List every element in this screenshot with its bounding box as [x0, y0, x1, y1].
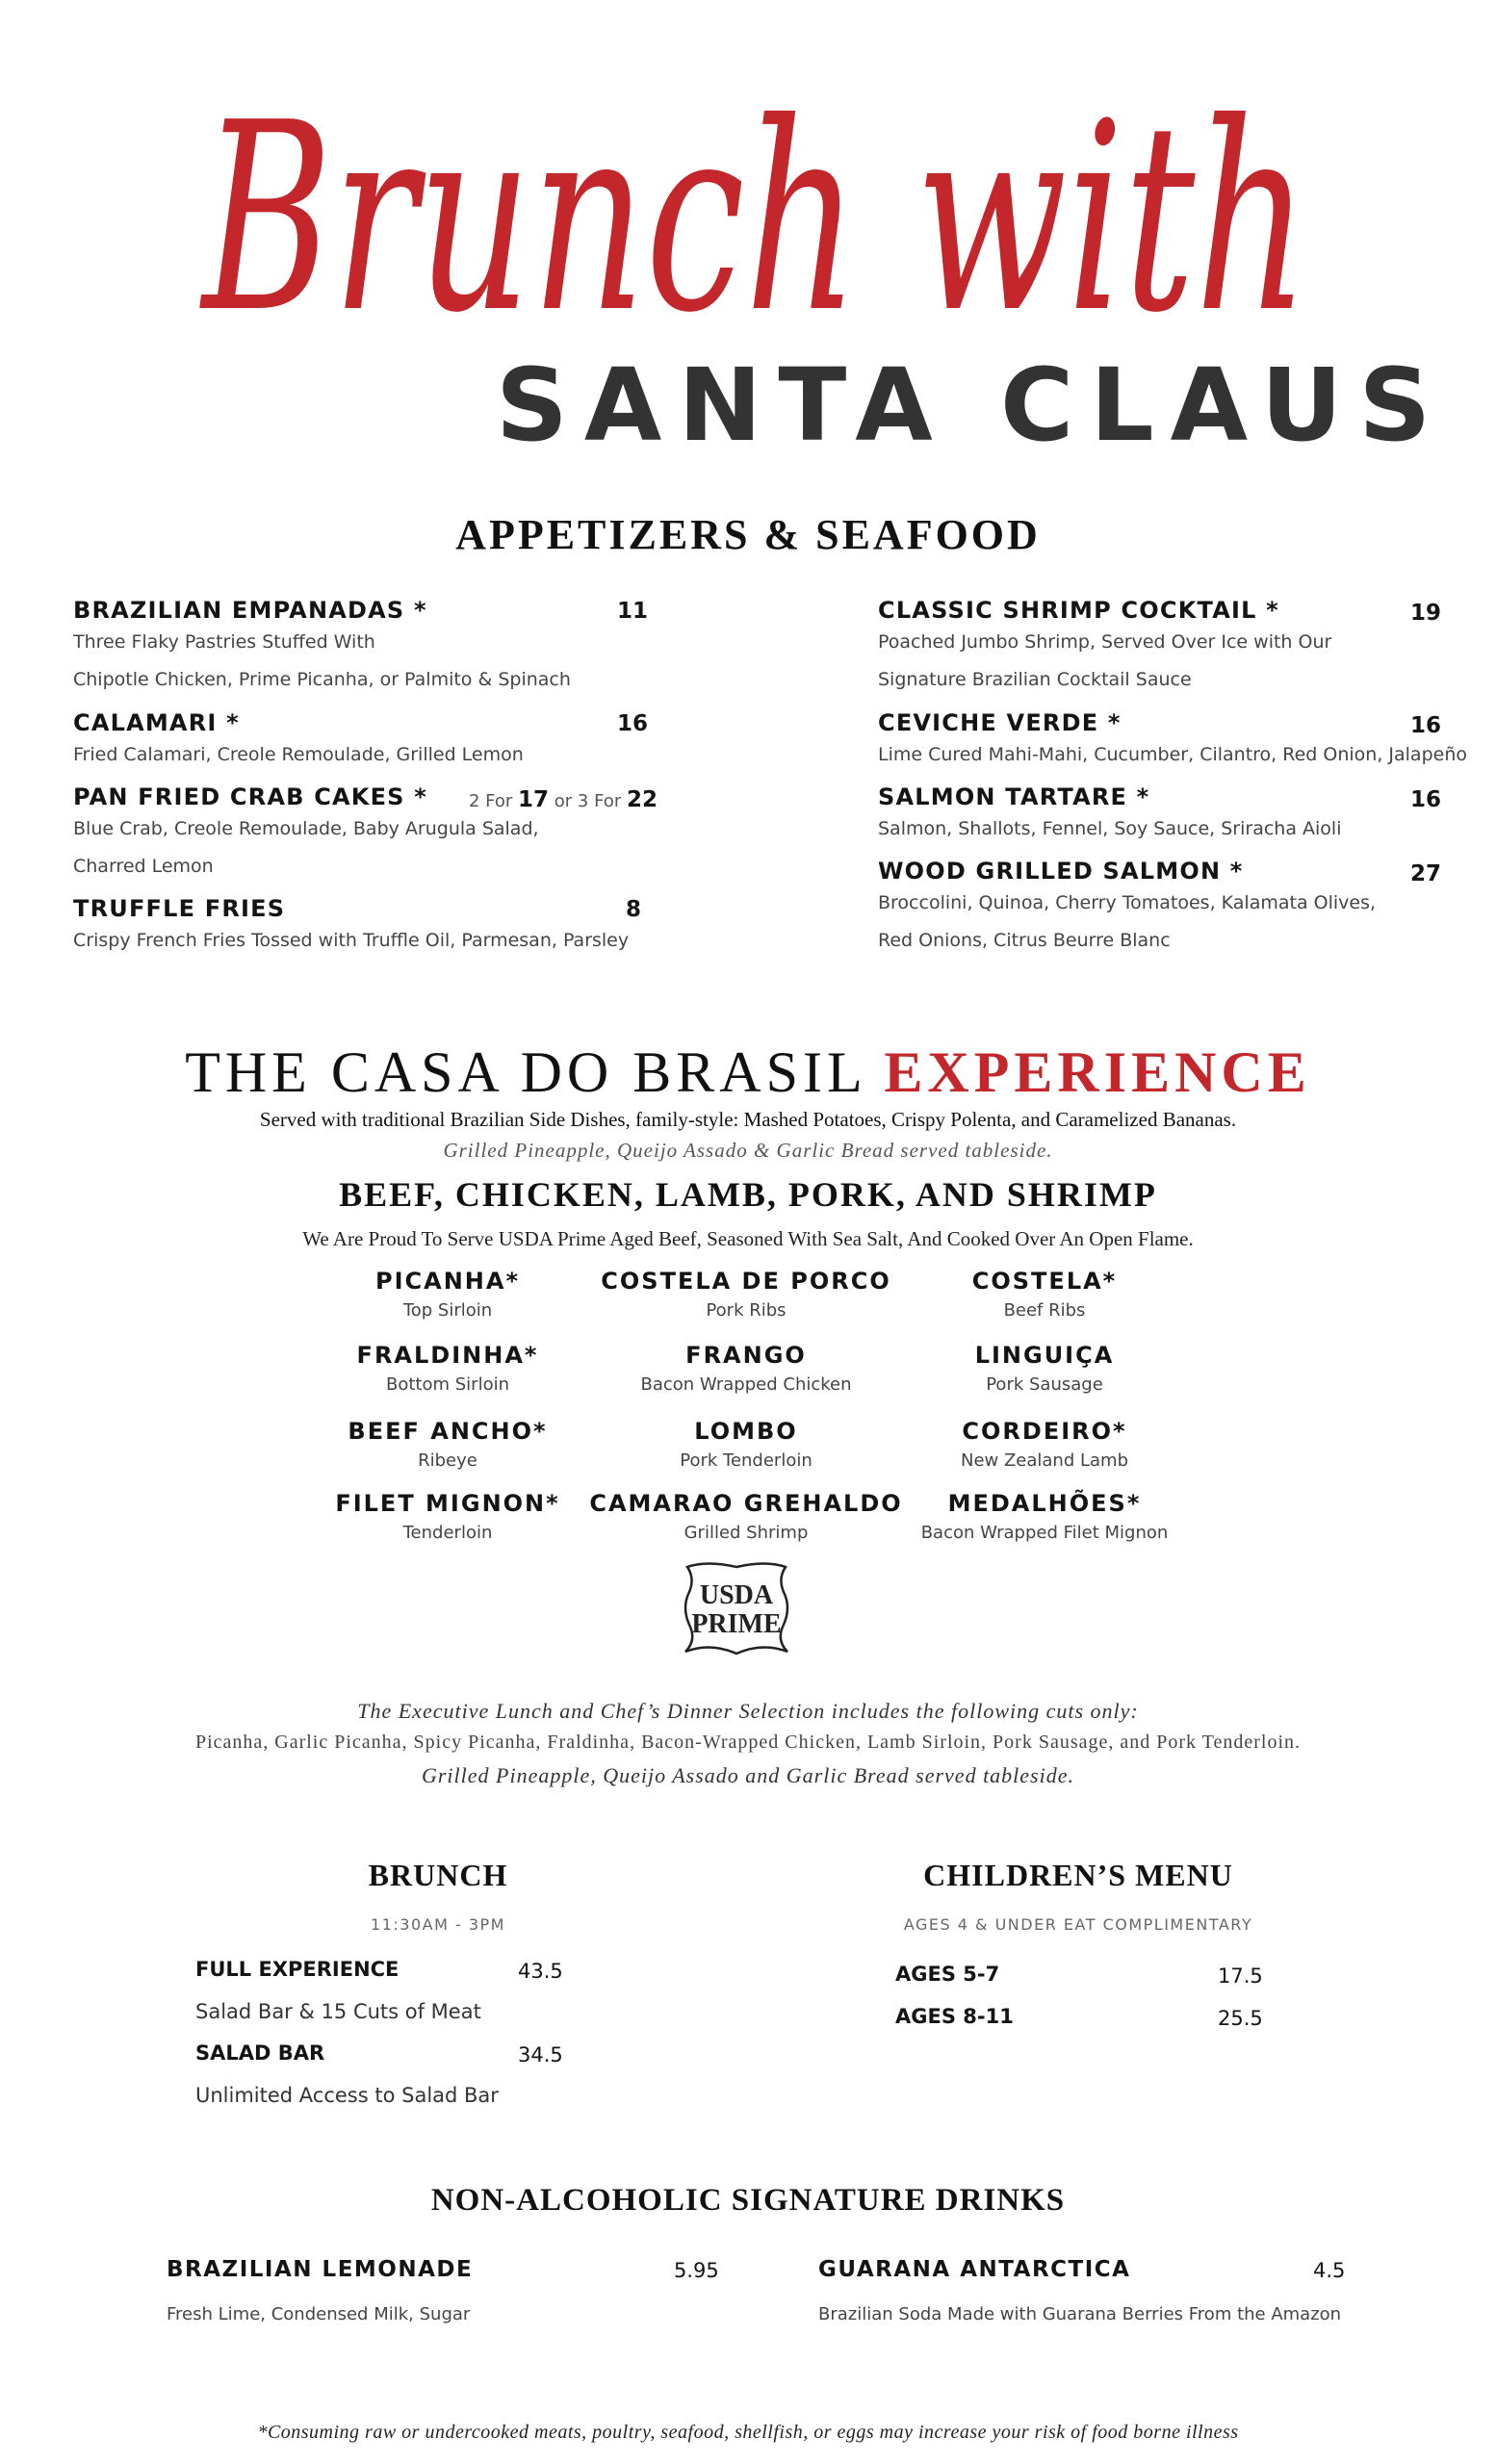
appetizers-title: APPETIZERS & SEAFOOD: [455, 511, 1041, 558]
brunch-item-desc: Unlimited Access to Salad Bar: [195, 2084, 499, 2107]
childrens-item-name: AGES 5-7: [895, 1963, 1000, 1986]
menu-item: [878, 858, 1376, 960]
childrens-menu-note: AGES 4 & UNDER EAT COMPLIMENTARY: [903, 1915, 1253, 1934]
cut-desc: Grilled Shrimp: [684, 1523, 809, 1543]
cut-name: CAMARAO GREHALDO: [589, 1490, 903, 1517]
drink-name: BRAZILIAN LEMONADE: [167, 2257, 474, 2282]
drink-price: 4.5: [1313, 2259, 1346, 2282]
cut-name: MEDALHÕES*: [947, 1490, 1142, 1517]
tableside-note: Grilled Pineapple, Queijo Assado & Garlic Bread served tableside.: [443, 1139, 1053, 1162]
cut-name: FRALDINHA*: [356, 1342, 539, 1369]
sides-note: Served with traditional Brazilian Side Dishes, family-style: Mashed Potatoes, Crispy Polenta, and Caramelized Bananas.: [259, 1108, 1237, 1131]
cut-desc: Ribeye: [418, 1450, 477, 1471]
cut-item: [587, 1342, 905, 1395]
drink-price: 5.95: [674, 2259, 719, 2282]
prime-text: PRIME: [691, 1609, 782, 1639]
item-desc: Signature Brazilian Cocktail Sauce: [878, 669, 1192, 690]
brunch-hours: 11:30AM - 3PM: [371, 1915, 505, 1934]
item-price: 16: [1410, 713, 1442, 738]
childrens-item-price: 25.5: [1218, 2007, 1263, 2030]
cut-desc: Bottom Sirloin: [386, 1374, 509, 1395]
item-desc: Crispy French Fries Tossed with Truffle Oil, Parmesan, Parsley: [73, 930, 630, 951]
cut-item: [289, 1490, 606, 1543]
item-price: 16: [617, 711, 649, 736]
meats-title: BEEF, CHICKEN, LAMB, PORK, AND SHRIMP: [339, 1175, 1157, 1214]
brunch-item-price: 34.5: [518, 2043, 563, 2066]
experience-title: [0, 1040, 1496, 1106]
cut-item: [886, 1268, 1203, 1321]
cut-desc: Bacon Wrapped Filet Mignon: [920, 1523, 1169, 1543]
experience-title-main: THE CASA DO BRASIL: [185, 1040, 865, 1104]
usda-prime-badge: [674, 1557, 799, 1658]
cut-item: [289, 1268, 606, 1321]
menu-item: [878, 597, 1331, 699]
brunch-item-desc: Salad Bar & 15 Cuts of Meat: [195, 2000, 481, 2023]
item-desc: Fried Calamari, Creole Remoulade, Grilled Lemon: [73, 744, 524, 765]
item-name: TRUFFLE FRIES: [73, 895, 286, 922]
item-desc: Chipotle Chicken, Prime Picanha, or Palmito & Spinach: [73, 669, 571, 690]
item-price: 16: [1410, 787, 1442, 812]
cut-item: [289, 1418, 606, 1471]
item-name: CALAMARI *: [73, 709, 240, 736]
item-desc: Poached Jumbo Shrimp, Served Over Ice with Our: [878, 631, 1332, 653]
cut-name: PICANHA*: [374, 1268, 520, 1295]
menu-item: [73, 709, 524, 774]
cut-desc: Pork Tenderloin: [680, 1450, 812, 1471]
cut-item: [289, 1342, 606, 1395]
price-value: 17: [518, 787, 550, 812]
subtitle-santa-claus: SANTA CLAUS: [496, 346, 1448, 464]
food-safety-footnote: *Consuming raw or undercooked meats, poultry, seafood, shellfish, or eggs may increase your risk of food borne illness: [257, 2422, 1239, 2443]
item-price: 11: [617, 599, 649, 624]
executive-cuts: Picanha, Garlic Picanha, Spicy Picanha, Fraldinha, Bacon-Wrapped Chicken, Lamb Sirloin, Pork Sausage, and Pork Tenderloin.: [194, 1732, 1302, 1753]
menu-item: [73, 895, 629, 960]
cut-name: COSTELA*: [971, 1268, 1118, 1295]
brunch-title: BRUNCH: [368, 1858, 508, 1892]
drink-name: GUARANA ANTARCTICA: [818, 2257, 1131, 2282]
item-desc: Three Flaky Pastries Stuffed With: [73, 631, 375, 653]
price-label: 2 For: [469, 791, 513, 811]
cut-desc: Pork Ribs: [706, 1300, 787, 1321]
cut-desc: New Zealand Lamb: [960, 1450, 1129, 1471]
drink-desc: Fresh Lime, Condensed Milk, Sugar: [167, 2304, 471, 2324]
item-price: 19: [1410, 601, 1442, 626]
experience-title-accent: EXPERIENCE: [884, 1040, 1311, 1104]
cut-name: COSTELA DE PORCO: [601, 1268, 891, 1295]
cut-desc: Pork Sausage: [986, 1374, 1103, 1395]
cut-item: [587, 1268, 905, 1321]
script-title-text: Brunch with: [199, 66, 1309, 370]
drinks-title: NON-ALCOHOLIC SIGNATURE DRINKS: [430, 2183, 1066, 2218]
crab-cakes-price: [469, 787, 658, 812]
item-name: BRAZILIAN EMPANADAS *: [73, 597, 427, 624]
cut-desc: Tenderloin: [402, 1523, 493, 1543]
menu-item: [73, 597, 571, 699]
drink-desc: Brazilian Soda Made with Guarana Berries From the Amazon: [818, 2304, 1342, 2324]
item-desc: Blue Crab, Creole Remoulade, Baby Arugula Salad,: [73, 818, 539, 839]
cut-name: CORDEIRO*: [962, 1418, 1127, 1445]
brunch-item-name: SALAD BAR: [195, 2041, 325, 2065]
cut-item: [886, 1342, 1203, 1395]
childrens-menu-title: CHILDREN’S MENU: [923, 1858, 1233, 1892]
item-name: SALMON TARTARE *: [878, 783, 1150, 810]
cut-name: FILET MIGNON*: [335, 1490, 560, 1517]
cut-item: [587, 1418, 905, 1471]
item-desc: Salmon, Shallots, Fennel, Soy Sauce, Sriracha Aioli: [878, 818, 1342, 839]
cut-name: LINGUIÇA: [974, 1342, 1115, 1369]
cut-item: [587, 1490, 905, 1543]
usda-statement: We Are Proud To Serve USDA Prime Aged Beef, Seasoned With Sea Salt, And Cooked Over An Open Flame.: [302, 1227, 1194, 1250]
executive-intro: The Executive Lunch and Chef’s Dinner Selection includes the following cuts only:: [357, 1699, 1139, 1723]
item-name: WOOD GRILLED SALMON *: [878, 858, 1244, 885]
item-name: CEVICHE VERDE *: [878, 709, 1122, 736]
brunch-item-price: 43.5: [518, 1960, 563, 1983]
brunch-item-name: FULL EXPERIENCE: [195, 1958, 400, 1981]
item-desc: Lime Cured Mahi-Mahi, Cucumber, Cilantro, Red Onion, Jalapeño: [878, 744, 1467, 765]
cut-name: FRANGO: [685, 1342, 807, 1369]
item-price: 27: [1410, 861, 1442, 886]
menu-item: [878, 709, 1467, 774]
item-desc: Charred Lemon: [73, 856, 214, 877]
cut-desc: Beef Ribs: [1003, 1300, 1086, 1321]
usda-text: USDA: [699, 1580, 774, 1610]
item-name: PAN FRIED CRAB CAKES *: [73, 783, 427, 810]
item-name: CLASSIC SHRIMP COCKTAIL *: [878, 597, 1279, 624]
childrens-item-name: AGES 8-11: [895, 2005, 1014, 2028]
executive-tableside: Grilled Pineapple, Queijo Assado and Garlic Bread served tableside.: [421, 1763, 1074, 1787]
item-desc: Red Onions, Citrus Beurre Blanc: [878, 930, 1171, 951]
item-price: 8: [626, 897, 642, 922]
childrens-item-price: 17.5: [1218, 1964, 1263, 1988]
cut-name: BEEF ANCHO*: [348, 1418, 548, 1445]
cut-item: [886, 1490, 1203, 1543]
cut-item: [886, 1418, 1203, 1471]
cut-name: LOMBO: [694, 1418, 798, 1445]
price-label: or 3 For: [554, 791, 622, 811]
menu-item: [878, 783, 1341, 848]
price-value: 22: [626, 787, 658, 812]
cut-desc: Top Sirloin: [402, 1300, 493, 1321]
cut-desc: Bacon Wrapped Chicken: [640, 1374, 852, 1395]
item-desc: Broccolini, Quinoa, Cherry Tomatoes, Kalamata Olives,: [878, 892, 1377, 913]
